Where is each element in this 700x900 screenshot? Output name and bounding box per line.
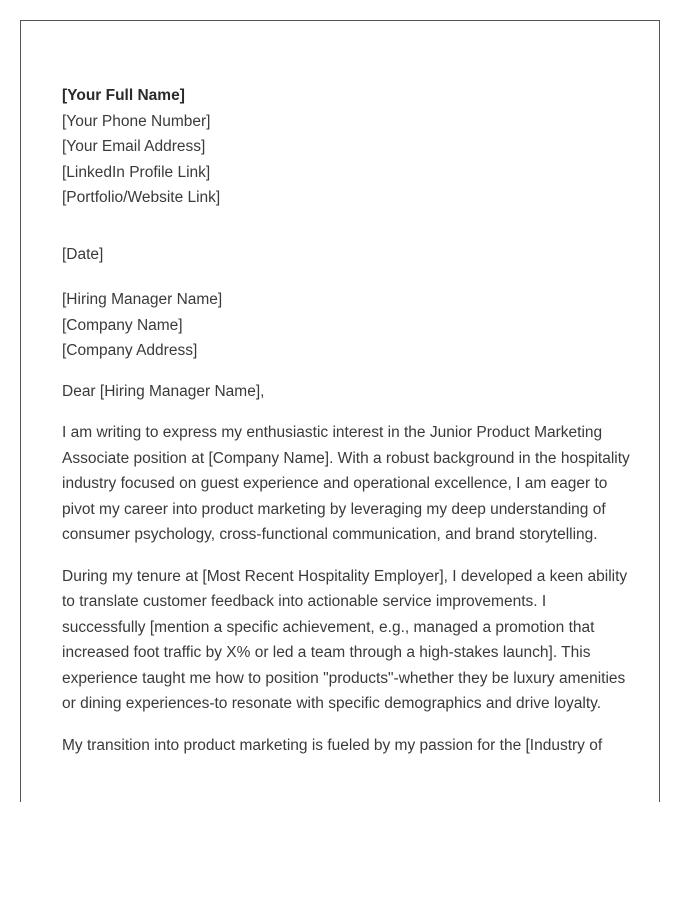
recipient-address: [Company Address] bbox=[62, 342, 198, 359]
body-paragraph-3: My transition into product marketing is fueled by my passion for the [Industry of bbox=[62, 736, 603, 754]
body-paragraph-2: During my tenure at [Most Recent Hospitality Employer], I developed a keen ability to translate customer feedback into actionable service improvements. I successfully [mention a specific achievement, e.g., managed a promotion that increased foot traffic by X% or led a team through a high-stakes launch]. This experience taught me how to position "products"-whether they be luxury amenities or dining experiences-to resonate with specific demographics and drive loyalty. bbox=[62, 567, 628, 712]
document-page bbox=[20, 20, 660, 802]
sender-contact-block bbox=[62, 83, 632, 211]
sender-email: [Your Email Address] bbox=[62, 138, 206, 155]
body-paragraph-1: I am writing to express my enthusiastic interest in the Junior Product Marketing Associate position at [Company Name]. With a robust background in the hospitality industry focused on guest experience and operational excellence, I am eager to pivot my career into product marketing by leveraging my deep understanding of consumer psychology, cross-functional communication, and brand storytelling. bbox=[62, 424, 630, 543]
recipient-company: [Company Name] bbox=[62, 316, 183, 334]
sender-portfolio: [Portfolio/Website Link] bbox=[62, 189, 221, 206]
sender-phone: [Your Phone Number] bbox=[62, 112, 211, 130]
sender-linkedin: [LinkedIn Profile Link] bbox=[62, 163, 211, 181]
sender-full-name: [Your Full Name] bbox=[62, 87, 185, 104]
letter-date: [Date] bbox=[62, 245, 104, 263]
salutation: Dear [Hiring Manager Name], bbox=[62, 382, 265, 400]
recipient-block bbox=[62, 287, 632, 364]
cover-letter-body bbox=[62, 83, 632, 758]
recipient-manager: [Hiring Manager Name] bbox=[62, 291, 223, 308]
